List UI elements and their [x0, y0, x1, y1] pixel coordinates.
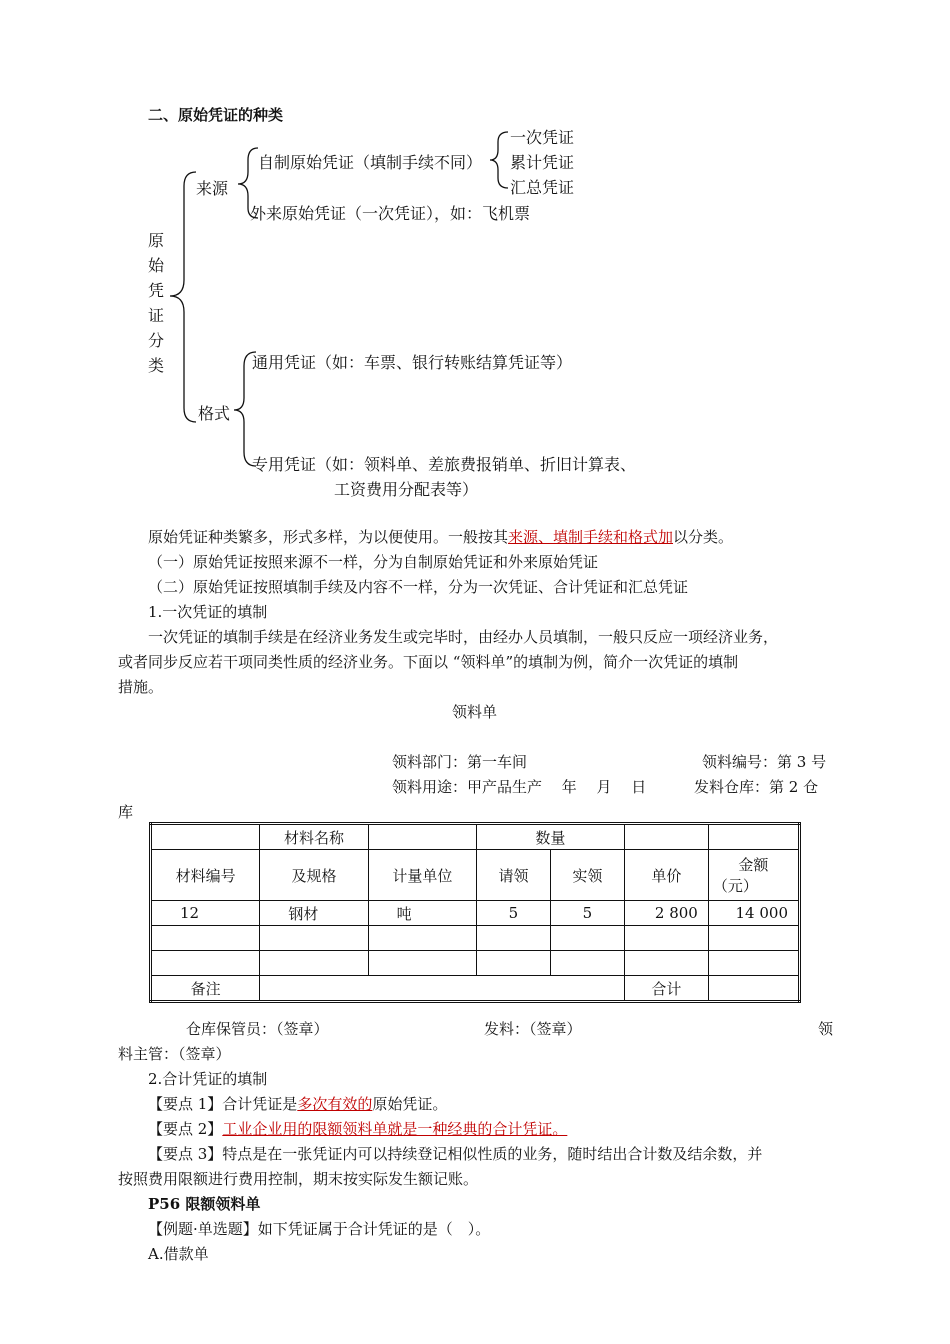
root-char: 凭 — [148, 281, 165, 300]
key-point-3-line1: 【要点 3】特点是在一张凭证内可以持续登记相似性质的业务，随时结出合计数及结余数，并 — [148, 1145, 763, 1163]
tree-external: 外来原始凭证（一次凭证），如：飞机票 — [250, 204, 531, 223]
header-cell: 单价 — [624, 850, 708, 901]
intro-paragraph — [148, 526, 733, 547]
empty-cell — [260, 951, 368, 976]
point-two: （二）原始凭证按照填制手续及内容不一样，分为一次凭证、合计凭证和汇总凭证 — [148, 578, 689, 596]
empty-cell — [368, 926, 476, 951]
intro-text: 原始凭证种类繁多，形式多样，为以便使用。一般按其 — [148, 528, 509, 546]
header-cell: 数量 — [477, 824, 625, 850]
empty-cell — [550, 926, 624, 951]
section-title: 二、原始凭证的种类 — [148, 106, 284, 124]
table-row — [151, 951, 800, 976]
header-cell — [624, 824, 708, 850]
cell-spec: 钢材 — [260, 901, 368, 926]
table-header-row — [151, 850, 800, 901]
empty-cell — [624, 951, 708, 976]
cell-requested: 5 — [477, 901, 551, 926]
tree-self-made: 自制原始凭证（填制手续不同） — [258, 153, 483, 172]
empty-cell — [550, 951, 624, 976]
table-row — [151, 976, 800, 1002]
key1-after: 原始凭证。 — [372, 1095, 448, 1113]
tree-special-line1: 专用凭证（如：领料单、差旅费报销单、折旧计算表、 — [252, 455, 637, 474]
total-label: 合计 — [624, 976, 708, 1002]
amount-header-line1: 金额 — [738, 856, 769, 874]
key-point-3-line2: 按照费用限额进行费用控制，期末按实际发生额记账。 — [118, 1170, 479, 1188]
tree-format: 格式 — [198, 404, 231, 423]
root-char: 分 — [148, 331, 165, 350]
sign-head-a: 领 — [818, 1020, 834, 1038]
key-point-2 — [148, 1118, 567, 1139]
root-brace — [170, 172, 196, 422]
point-one: （一）原始凭证按照来源不一样，分为自制原始凭证和外来原始凭证 — [148, 553, 599, 571]
empty-cell — [368, 951, 476, 976]
form-usage: 领料用途：甲产品生产 年 月 日 — [392, 778, 647, 796]
empty-cell — [708, 951, 799, 976]
tree-general: 通用凭证（如：车票、银行转账结算凭证等） — [252, 353, 573, 372]
tree-self-made-type: 一次凭证 — [510, 128, 575, 147]
table-row — [151, 926, 800, 951]
form-number: 领料编号：第 3 号 — [702, 753, 827, 771]
intro-highlight: 来源、填制手续和格式加 — [508, 528, 674, 546]
header-cell — [151, 824, 260, 850]
sub1-paragraph-line1: 一次凭证的填制手续是在经济业务发生或完毕时，由经办人员填制，一般只反应一项经济业务， — [148, 628, 779, 646]
root-char: 原 — [148, 231, 165, 250]
cell-price: 2 800 — [624, 901, 708, 926]
sub1-paragraph-line2: 或者同步反应若干项同类性质的经济业务。下面以 “领料单”的填制为例，简介一次凭证的填制 — [118, 653, 739, 671]
subsection-title-2: 2.合计凭证的填制 — [148, 1070, 268, 1088]
header-cell — [368, 824, 476, 850]
tree-braces — [0, 0, 950, 520]
sign-issue: 发料：（签章） — [484, 1020, 582, 1038]
amount-header-line2: （元） — [712, 877, 758, 895]
key1-label: 【要点 1】合计凭证是 — [148, 1095, 298, 1113]
intro-text-end: 以分类。 — [673, 528, 734, 546]
sign-head-b: 料主管：（签章） — [118, 1045, 231, 1063]
form-warehouse-wrap: 库 — [118, 803, 134, 821]
header-cell — [708, 824, 799, 850]
form-dept: 领料部门：第一车间 — [392, 753, 528, 771]
table-header-row — [151, 824, 800, 850]
empty-cell — [708, 926, 799, 951]
root-char: 类 — [148, 356, 165, 375]
empty-cell — [151, 926, 260, 951]
header-cell — [708, 850, 799, 901]
tree-self-made-type: 汇总凭证 — [510, 178, 575, 197]
sub1-paragraph-line3: 措施。 — [118, 678, 164, 696]
header-cell: 材料名称 — [260, 824, 368, 850]
empty-cell — [260, 926, 368, 951]
cell-unit: 吨 — [368, 901, 476, 926]
key-point-1 — [148, 1093, 447, 1114]
selfmade-brace — [490, 132, 508, 188]
key1-highlight: 多次有效的 — [297, 1095, 373, 1113]
table-row — [151, 901, 800, 926]
empty-cell — [624, 926, 708, 951]
option-a: A.借款单 — [148, 1245, 209, 1263]
form-title: 领料单 — [452, 703, 498, 721]
empty-cell — [477, 951, 551, 976]
p56-heading: P56 限额领料单 — [148, 1195, 261, 1213]
root-char: 始 — [148, 256, 165, 275]
tree-special-line2: 工资费用分配表等） — [334, 480, 479, 499]
header-cell: 请领 — [477, 850, 551, 901]
tree-self-made-type: 累计凭证 — [510, 153, 575, 172]
remark-label: 备注 — [151, 976, 260, 1002]
key2-highlight: 工业企业用的限额领料单就是一种经典的合计凭证。 — [222, 1120, 568, 1138]
form-warehouse: 发料仓库：第 2 仓 — [694, 778, 819, 796]
total-value — [708, 976, 799, 1002]
sign-keeper: 仓库保管员：（签章） — [186, 1020, 329, 1038]
root-char: 证 — [148, 306, 165, 325]
header-cell: 材料编号 — [151, 850, 260, 901]
tree-source: 来源 — [196, 179, 229, 198]
header-cell: 计量单位 — [368, 850, 476, 901]
header-cell: 实领 — [550, 850, 624, 901]
cell-amount: 14 000 — [708, 901, 799, 926]
remark-value — [260, 976, 624, 1002]
empty-cell — [477, 926, 551, 951]
example-question: 【例题·单选题】如下凭证属于合计凭证的是（ ）。 — [148, 1220, 491, 1238]
cell-code: 12 — [151, 901, 260, 926]
subsection-title-1: 1.一次凭证的填制 — [148, 603, 268, 621]
requisition-table — [149, 822, 801, 1003]
cell-actual: 5 — [550, 901, 624, 926]
header-cell: 及规格 — [260, 850, 368, 901]
empty-cell — [151, 951, 260, 976]
key2-label: 【要点 2】 — [148, 1120, 223, 1138]
